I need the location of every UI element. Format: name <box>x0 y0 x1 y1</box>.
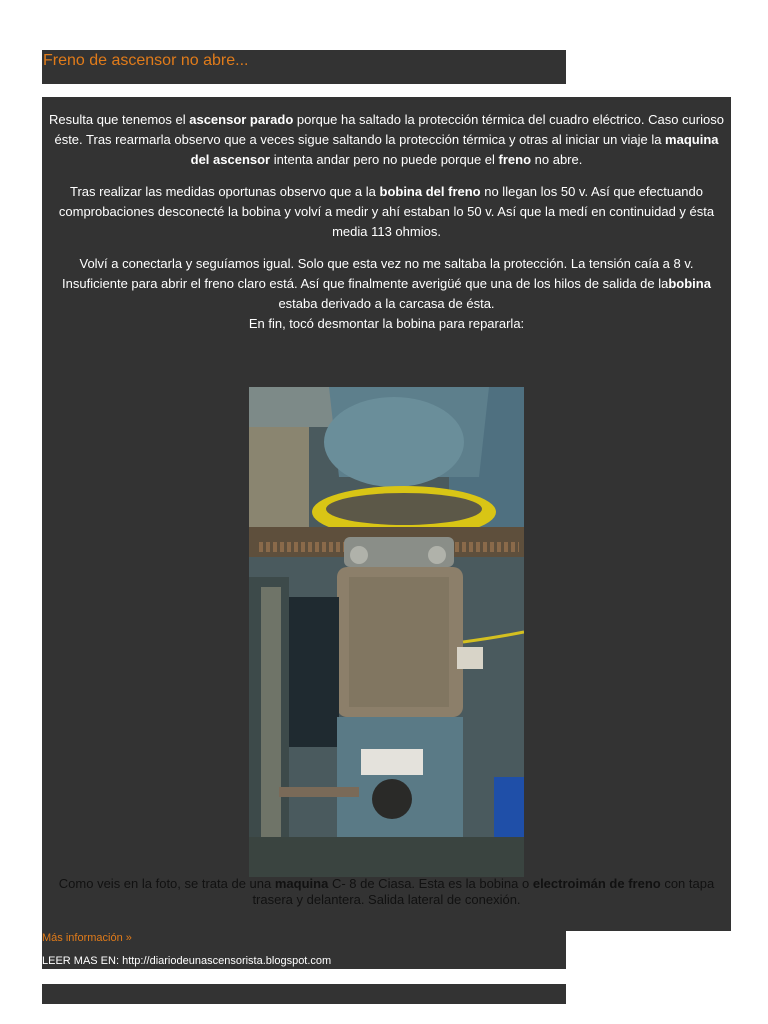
text: no llegan los 50 v. Así que efectuando comprobaciones desconecté la bobina y volví a medir y ahí estaban lo 50 v. Así que la medí en continuidad y ésta media 113 ohmios. <box>58 184 715 239</box>
bold-text: freno <box>498 152 532 167</box>
bold-text: bobina <box>668 276 711 291</box>
bold-text: maquina del ascensor <box>190 132 719 167</box>
post-body <box>42 97 731 931</box>
text: Resulta que tenemos el <box>49 112 190 127</box>
text: C- 8 de Ciasa. Esta es la bobina o <box>328 876 533 891</box>
bold-text: ascensor parado <box>189 112 294 127</box>
post-title[interactable]: Freno de ascensor no abre... <box>42 50 566 84</box>
text: estaba derivado a la carcasa de ésta. <box>278 296 495 311</box>
text: Tras realizar las medidas oportunas observo que a la <box>69 184 380 199</box>
bold-text: bobina del freno <box>379 184 481 199</box>
text: con tapa trasera y delantera. Salida lateral de conexión. <box>252 876 715 907</box>
bold-text: electroimán de freno <box>532 876 661 891</box>
text: Volví a conectarla y seguíamos igual. Solo que esta vez no me saltaba la protección. La tensión caía a 8 v. Insuficiente para abrir el freno claro está. Así que finalmente averigüé que una de los hilos de salida de la <box>62 256 694 291</box>
bold-text: maquina <box>274 876 329 891</box>
text: no abre. <box>531 152 583 167</box>
footer-bar <box>42 984 566 1004</box>
brake-coil-photo[interactable] <box>249 387 524 877</box>
text: porque ha saltado la protección térmica del cuadro eléctrico. Caso curioso éste. Tras rearmarla observo que a veces sigue saltando la protección térmica y otras al iniciar un viaje la <box>54 112 724 147</box>
paragraph-3 <box>45 254 728 334</box>
photo-caption <box>42 876 731 908</box>
text: intenta andar pero no puede porque el <box>270 152 499 167</box>
source-link[interactable]: LEER MAS EN: http://diariodeunascensorista.blogspot.com <box>42 951 566 969</box>
paragraph-2 <box>45 182 728 242</box>
paragraph-1 <box>45 110 728 170</box>
text: En fin, tocó desmontar la bobina para repararla: <box>248 316 525 331</box>
text: Como veis en la foto, se trata de una <box>58 876 275 891</box>
more-info-link[interactable]: Más información » <box>42 931 566 951</box>
